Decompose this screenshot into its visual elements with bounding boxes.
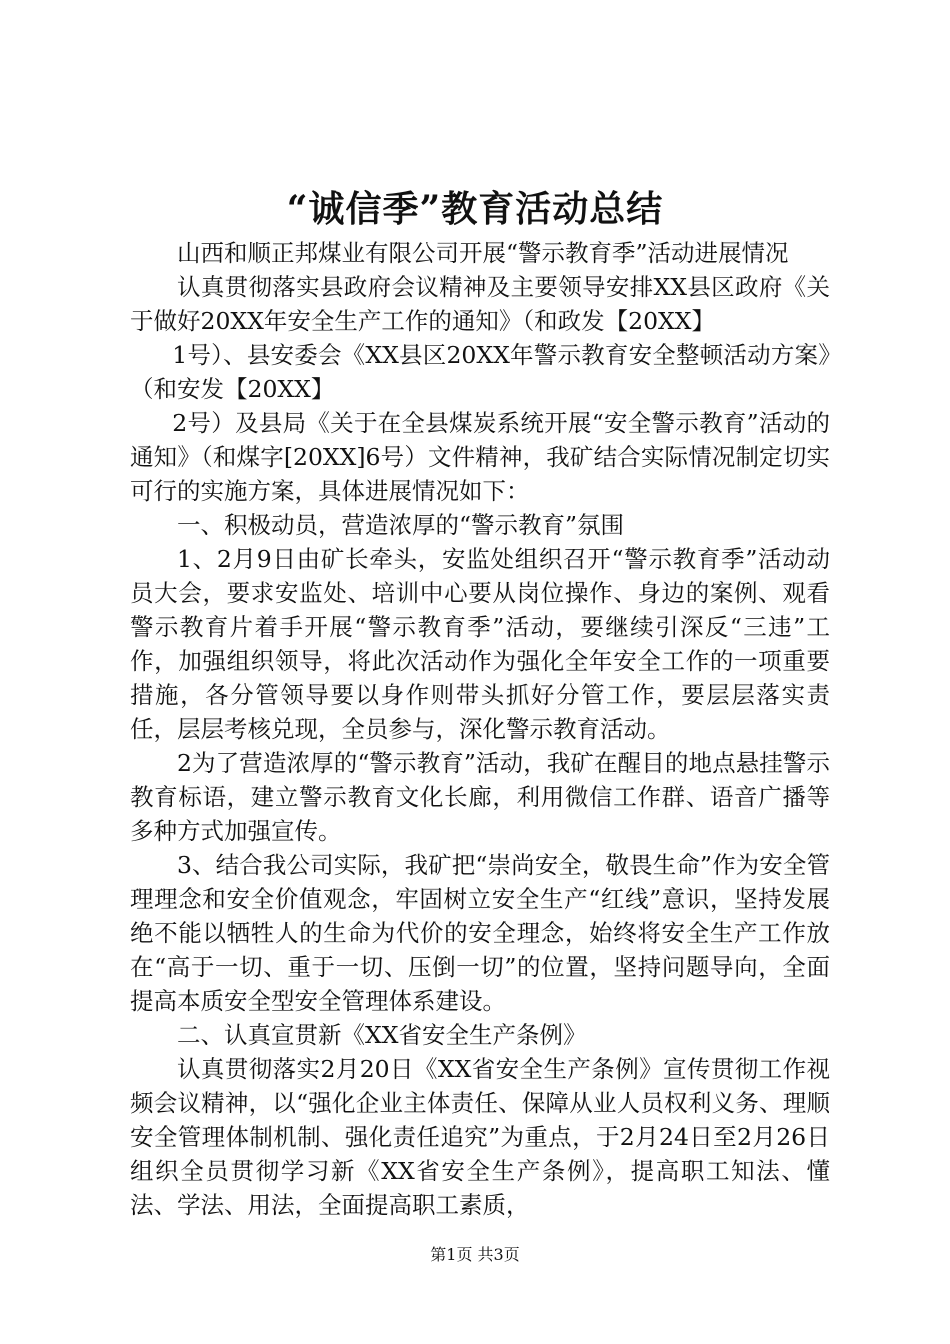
- paragraph-policy-2: 1号）、县安委会《XX县区20XX年警示教育安全整顿活动方案》（和安发【20XX】: [130, 341, 830, 403]
- paragraph-regulation: 认真贯彻落实2月20日《XX省安全生产条例》宣传贯彻工作视频会议精神，以“强化企业主体责任、保障从业人员权利义务、理顺安全管理体制机制、强化责任追究”为重点，于2月24日至2月26日组织全员贯彻学习新《XX省安全生产条例》，提高职工知法、懂法、学法、用法，全面提高职工素质，: [130, 1055, 830, 1219]
- paragraph-policy-1: 认真贯彻落实县政府会议精神及主要领导安排XX县区政府《关于做好20XX年安全生产工作的通知》（和政发【20XX】: [130, 273, 830, 335]
- section-heading-1: 一、积极动员，营造浓厚的“警示教育”氛围: [177, 511, 625, 539]
- document-title: “诚信季”教育活动总结: [286, 188, 664, 230]
- paragraph-intro: 山西和顺正邦煤业有限公司开展“警示教育季”活动进展情况: [177, 239, 789, 267]
- paragraph-item-2: 2为了营造浓厚的“警示教育”活动，我矿在醒目的地点悬挂警示教育标语，建立警示教育文化长廊，利用微信工作群、语音广播等多种方式加强宣传。: [130, 749, 830, 845]
- paragraph-item-3: 3、结合我公司实际，我矿把“崇尚安全，敬畏生命”作为安全管理理念和安全价值观念，牢固树立安全生产“红线”意识，坚持发展绝不能以牺牲人的生命为代价的安全理念，始终将安全生产工作放在“高于一切、重于一切、压倒一切”的位置，坚持问题导向，全面提高本质安全型安全管理体系建设。: [130, 851, 830, 1015]
- paragraph-policy-3: 2号）及县局《关于在全县煤炭系统开展“安全警示教育”活动的通知》（和煤字[20XX]6号）文件精神，我矿结合实际情况制定切实可行的实施方案，具体进展情况如下：: [130, 409, 830, 505]
- document-body: [130, 236, 830, 1222]
- page-number-footer: 第1页 共3页: [430, 1245, 520, 1264]
- paragraph-item-1: 1、2月9日由矿长牵头，安监处组织召开“警示教育季”活动动员大会，要求安监处、培训中心要从岗位操作、身边的案例、观看警示教育片着手开展“警示教育季”活动，要继续引深反“三违”工作，加强组织领导，将此次活动作为强化全年安全工作的一项重要措施，各分管领导要以身作则带头抓好分管工作，要层层落实责任，层层考核兑现，全员参与，深化警示教育活动。: [130, 545, 830, 743]
- section-heading-2: 二、认真宣贯新《XX省安全生产条例》: [177, 1021, 587, 1049]
